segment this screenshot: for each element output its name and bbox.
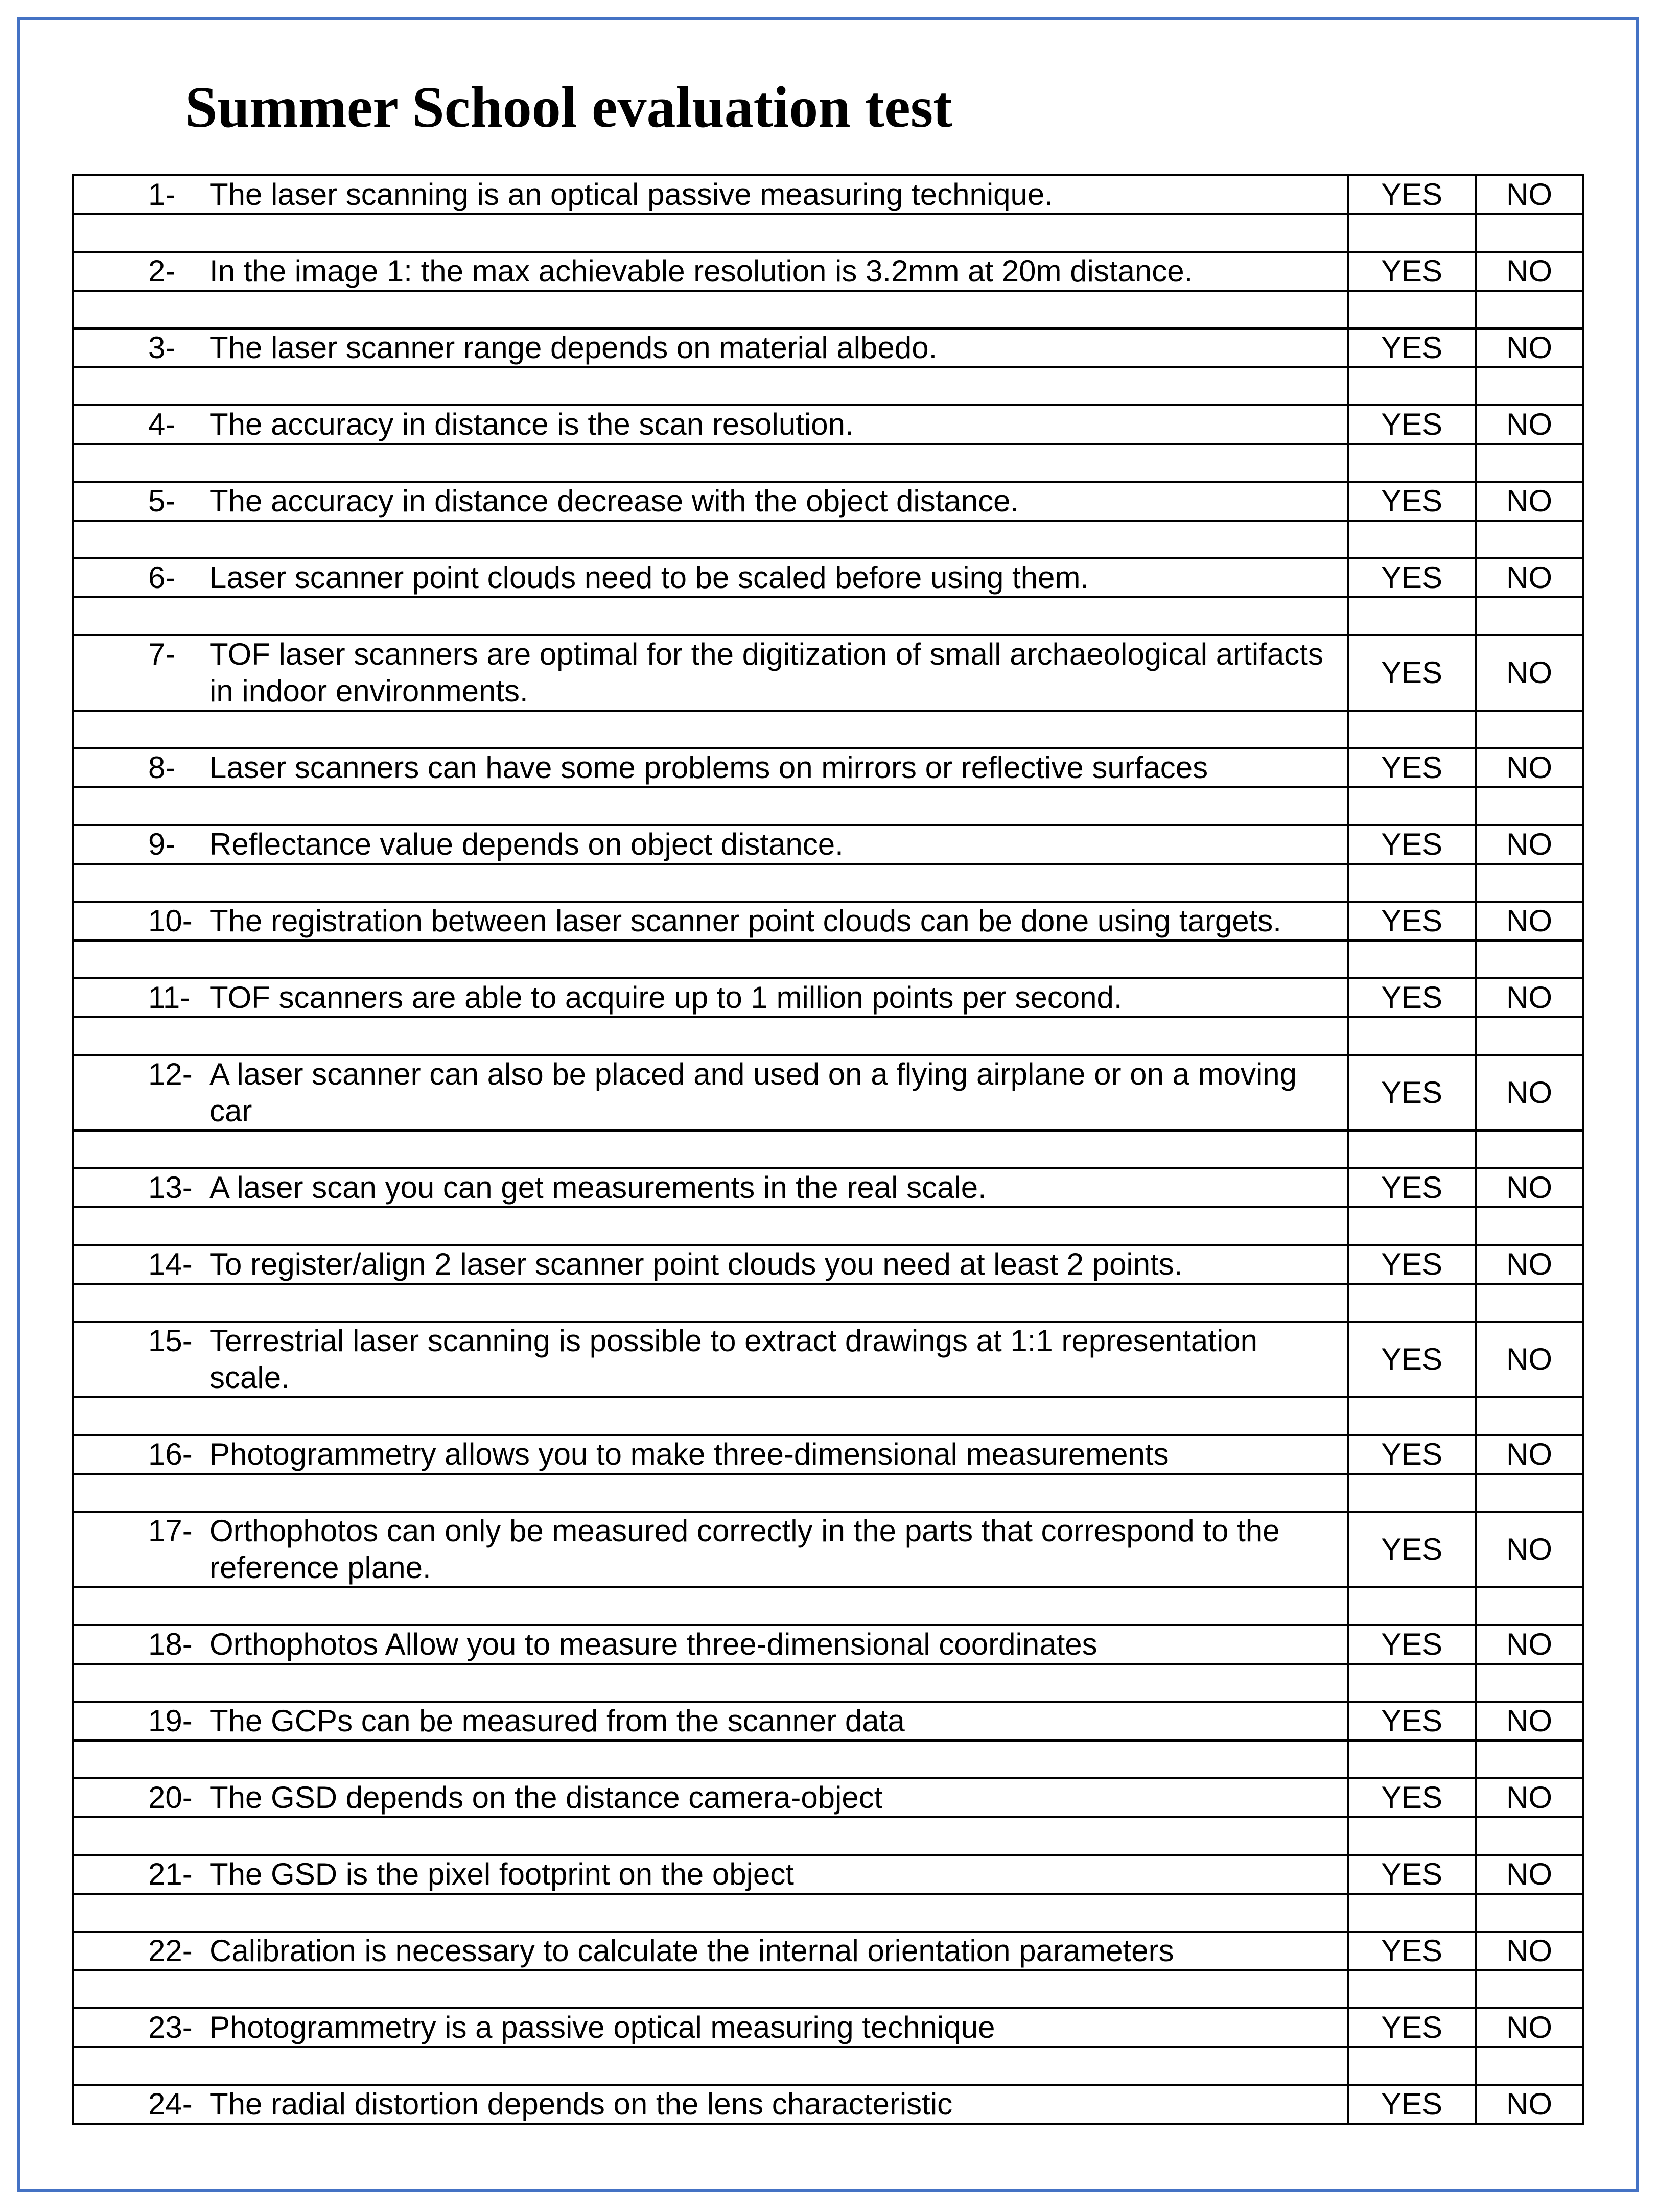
no-option[interactable]: NO (1476, 328, 1583, 367)
no-option[interactable]: NO (1476, 252, 1583, 291)
yes-option[interactable]: YES (1348, 748, 1476, 787)
spacer-cell (1476, 940, 1583, 978)
yes-option[interactable]: YES (1348, 252, 1476, 291)
yes-option[interactable]: YES (1348, 1168, 1476, 1207)
spacer-cell (73, 711, 1348, 748)
question-text: Laser scanner point clouds need to be scaled before using them. (209, 560, 1089, 595)
question-row (73, 1778, 1583, 1817)
question-row (73, 1055, 1583, 1131)
question-row (73, 2008, 1583, 2047)
question-row (73, 1435, 1583, 1474)
yes-option[interactable]: YES (1348, 1702, 1476, 1740)
question-row (73, 328, 1583, 367)
question-text: TOF scanners are able to acquire up to 1 million points per second. (209, 980, 1123, 1015)
question-row (73, 252, 1583, 291)
spacer-row (73, 1587, 1583, 1625)
yes-option[interactable]: YES (1348, 482, 1476, 521)
question-cell (73, 1435, 1348, 1474)
spacer-cell (73, 597, 1348, 635)
question-number: 23- (148, 2010, 193, 2044)
no-option[interactable]: NO (1476, 825, 1583, 864)
yes-option[interactable]: YES (1348, 1055, 1476, 1131)
question-text: Calibration is necessary to calculate the internal orientation parameters (209, 1934, 1174, 1968)
no-option[interactable]: NO (1476, 1322, 1583, 1397)
spacer-cell (1476, 597, 1583, 635)
spacer-cell (73, 1397, 1348, 1435)
question-number: 16- (148, 1437, 193, 1471)
question-text: The accuracy in distance decrease with the object distance. (209, 484, 1019, 518)
spacer-cell (73, 1740, 1348, 1778)
no-option[interactable]: NO (1476, 1245, 1583, 1284)
question-cell (73, 2008, 1348, 2047)
yes-option[interactable]: YES (1348, 405, 1476, 444)
question-number: 21- (148, 1857, 193, 1891)
spacer-row (73, 1284, 1583, 1322)
question-row (73, 635, 1583, 711)
question-cell (73, 328, 1348, 367)
spacer-cell (1476, 1587, 1583, 1625)
spacer-cell (73, 1894, 1348, 1932)
question-text: Terrestrial laser scanning is possible to extract drawings at 1:1 representation scale. (209, 1324, 1258, 1395)
evaluation-table (72, 174, 1584, 2125)
question-cell (73, 1055, 1348, 1131)
question-cell (73, 558, 1348, 597)
question-row (73, 558, 1583, 597)
question-number: 8- (148, 750, 176, 785)
question-row (73, 175, 1583, 214)
question-text: The laser scanning is an optical passive measuring technique. (209, 177, 1053, 211)
question-number: 15- (148, 1324, 193, 1358)
question-number: 17- (148, 1514, 193, 1548)
question-cell (73, 978, 1348, 1017)
spacer-cell (1348, 1894, 1476, 1932)
spacer-cell (1348, 597, 1476, 635)
yes-option[interactable]: YES (1348, 635, 1476, 711)
question-number: 6- (148, 560, 176, 595)
question-number: 11- (148, 980, 191, 1015)
question-number: 13- (148, 1170, 193, 1205)
question-cell (73, 748, 1348, 787)
yes-option[interactable]: YES (1348, 558, 1476, 597)
no-option[interactable]: NO (1476, 2008, 1583, 2047)
question-text: Reflectance value depends on object distance. (209, 827, 844, 861)
no-option[interactable]: NO (1476, 175, 1583, 214)
spacer-cell (1348, 1740, 1476, 1778)
spacer-cell (1348, 444, 1476, 482)
spacer-cell (1348, 1970, 1476, 2008)
no-option[interactable]: NO (1476, 902, 1583, 940)
question-row (73, 1855, 1583, 1894)
spacer-cell (1476, 1970, 1583, 2008)
question-number: 12- (148, 1057, 193, 1091)
spacer-cell (1348, 2047, 1476, 2085)
spacer-cell (1476, 1017, 1583, 1055)
spacer-row (73, 1017, 1583, 1055)
question-number: 5- (148, 484, 176, 518)
yes-option[interactable]: YES (1348, 1322, 1476, 1397)
spacer-row (73, 214, 1583, 252)
question-number: 1- (148, 177, 176, 211)
spacer-row (73, 2047, 1583, 2085)
question-number: 4- (148, 407, 176, 441)
spacer-row (73, 787, 1583, 825)
no-option[interactable]: NO (1476, 748, 1583, 787)
spacer-cell (1348, 521, 1476, 558)
question-number: 20- (148, 1780, 193, 1815)
yes-option[interactable]: YES (1348, 1778, 1476, 1817)
question-cell (73, 1625, 1348, 1664)
spacer-row (73, 1474, 1583, 1512)
spacer-cell (73, 1474, 1348, 1512)
spacer-cell (1476, 1474, 1583, 1512)
spacer-row (73, 1131, 1583, 1168)
question-number: 9- (148, 827, 176, 861)
question-text: In the image 1: the max achievable resolution is 3.2mm at 20m distance. (209, 254, 1193, 288)
spacer-row (73, 1664, 1583, 1702)
yes-option[interactable]: YES (1348, 1932, 1476, 1970)
spacer-cell (1348, 291, 1476, 328)
spacer-cell (1348, 1817, 1476, 1855)
question-text: A laser scanner can also be placed and used on a flying airplane or on a moving car (209, 1057, 1297, 1128)
no-option[interactable]: NO (1476, 978, 1583, 1017)
question-cell (73, 1702, 1348, 1740)
question-row (73, 825, 1583, 864)
spacer-cell (1348, 214, 1476, 252)
spacer-row (73, 1817, 1583, 1855)
question-cell (73, 175, 1348, 214)
no-option[interactable]: NO (1476, 1625, 1583, 1664)
question-cell (73, 1855, 1348, 1894)
no-option[interactable]: NO (1476, 635, 1583, 711)
spacer-cell (73, 367, 1348, 405)
spacer-cell (73, 1131, 1348, 1168)
no-option[interactable]: NO (1476, 2085, 1583, 2124)
spacer-row (73, 1740, 1583, 1778)
spacer-row (73, 1207, 1583, 1245)
yes-option[interactable]: YES (1348, 825, 1476, 864)
spacer-cell (1476, 1131, 1583, 1168)
question-number: 24- (148, 2087, 193, 2121)
spacer-row (73, 291, 1583, 328)
spacer-row (73, 1970, 1583, 2008)
spacer-cell (1348, 367, 1476, 405)
question-text: The radial distortion depends on the lens characteristic (209, 2087, 953, 2121)
spacer-cell (1476, 1397, 1583, 1435)
question-text: Photogrammetry allows you to make three-dimensional measurements (209, 1437, 1169, 1471)
no-option[interactable]: NO (1476, 558, 1583, 597)
question-row (73, 1168, 1583, 1207)
spacer-row (73, 444, 1583, 482)
question-cell (73, 902, 1348, 940)
spacer-cell (1348, 1397, 1476, 1435)
question-cell (73, 1512, 1348, 1587)
spacer-cell (1348, 787, 1476, 825)
spacer-cell (1476, 711, 1583, 748)
question-cell (73, 252, 1348, 291)
question-text: A laser scan you can get measurements in the real scale. (209, 1170, 987, 1205)
spacer-cell (73, 864, 1348, 902)
question-number: 18- (148, 1627, 193, 1661)
no-option[interactable]: NO (1476, 1512, 1583, 1587)
spacer-row (73, 1894, 1583, 1932)
question-number: 10- (148, 904, 193, 938)
question-cell (73, 1245, 1348, 1284)
yes-option[interactable]: YES (1348, 328, 1476, 367)
question-text: Laser scanners can have some problems on mirrors or reflective surfaces (209, 750, 1208, 785)
spacer-cell (1476, 291, 1583, 328)
spacer-cell (1348, 864, 1476, 902)
question-row (73, 978, 1583, 1017)
yes-option[interactable]: YES (1348, 1435, 1476, 1474)
spacer-cell (1348, 1474, 1476, 1512)
no-option[interactable]: NO (1476, 1778, 1583, 1817)
spacer-cell (1476, 521, 1583, 558)
spacer-cell (73, 291, 1348, 328)
spacer-cell (1348, 1207, 1476, 1245)
no-option[interactable]: NO (1476, 1055, 1583, 1131)
yes-option[interactable]: YES (1348, 978, 1476, 1017)
question-text: The laser scanner range depends on material albedo. (209, 331, 938, 365)
yes-option[interactable]: YES (1348, 1625, 1476, 1664)
spacer-cell (1476, 864, 1583, 902)
spacer-cell (73, 1587, 1348, 1625)
spacer-cell (1476, 1664, 1583, 1702)
spacer-cell (1348, 1131, 1476, 1168)
spacer-cell (1348, 1587, 1476, 1625)
question-text: Orthophotos Allow you to measure three-dimensional coordinates (209, 1627, 1097, 1661)
question-row (73, 1512, 1583, 1587)
yes-option[interactable]: YES (1348, 1512, 1476, 1587)
spacer-cell (73, 940, 1348, 978)
spacer-cell (73, 787, 1348, 825)
question-cell (73, 635, 1348, 711)
spacer-row (73, 940, 1583, 978)
question-cell (73, 825, 1348, 864)
question-row (73, 482, 1583, 521)
question-number: 7- (148, 637, 176, 671)
question-row (73, 1245, 1583, 1284)
question-cell (73, 482, 1348, 521)
no-option[interactable]: NO (1476, 1702, 1583, 1740)
yes-option[interactable]: YES (1348, 2085, 1476, 2124)
spacer-cell (73, 444, 1348, 482)
question-row (73, 1932, 1583, 1970)
spacer-cell (1476, 444, 1583, 482)
spacer-cell (73, 1284, 1348, 1322)
question-text: To register/align 2 laser scanner point clouds you need at least 2 points. (209, 1247, 1183, 1281)
spacer-cell (1476, 1284, 1583, 1322)
spacer-cell (1348, 1017, 1476, 1055)
yes-option[interactable]: YES (1348, 175, 1476, 214)
spacer-cell (73, 2047, 1348, 2085)
question-text: Orthophotos can only be measured correctly in the parts that correspond to the reference plane. (209, 1514, 1280, 1585)
question-cell (73, 1168, 1348, 1207)
spacer-cell (73, 1817, 1348, 1855)
spacer-cell (1348, 1664, 1476, 1702)
spacer-row (73, 864, 1583, 902)
no-option[interactable]: NO (1476, 1435, 1583, 1474)
question-cell (73, 1778, 1348, 1817)
spacer-row (73, 521, 1583, 558)
yes-option[interactable]: YES (1348, 902, 1476, 940)
question-cell (73, 1322, 1348, 1397)
question-row (73, 2085, 1583, 2124)
spacer-cell (1348, 940, 1476, 978)
question-number: 19- (148, 1704, 193, 1738)
question-row (73, 748, 1583, 787)
question-text: The accuracy in distance is the scan resolution. (209, 407, 854, 441)
question-number: 22- (148, 1934, 193, 1968)
spacer-cell (73, 1017, 1348, 1055)
question-text: Photogrammetry is a passive optical measuring technique (209, 2010, 995, 2044)
spacer-cell (73, 1207, 1348, 1245)
question-number: 14- (148, 1247, 193, 1281)
spacer-cell (1476, 787, 1583, 825)
question-row (73, 1702, 1583, 1740)
question-cell (73, 2085, 1348, 2124)
spacer-cell (73, 1970, 1348, 2008)
spacer-cell (1476, 1740, 1583, 1778)
yes-option[interactable]: YES (1348, 1855, 1476, 1894)
spacer-cell (1476, 214, 1583, 252)
question-cell (73, 1932, 1348, 1970)
question-text: TOF laser scanners are optimal for the digitization of small archaeological artifacts in indoor environments. (209, 637, 1323, 708)
question-row (73, 902, 1583, 940)
spacer-cell (1348, 711, 1476, 748)
question-cell (73, 405, 1348, 444)
spacer-cell (1476, 1207, 1583, 1245)
page-title: Summer School evaluation test (185, 75, 953, 139)
spacer-cell (1476, 2047, 1583, 2085)
question-row (73, 405, 1583, 444)
spacer-cell (1476, 367, 1583, 405)
no-option[interactable]: NO (1476, 1932, 1583, 1970)
question-text: The GCPs can be measured from the scanner data (209, 1704, 905, 1738)
spacer-cell (1476, 1817, 1583, 1855)
yes-option[interactable]: YES (1348, 1245, 1476, 1284)
question-text: The GSD is the pixel footprint on the object (209, 1857, 794, 1891)
spacer-cell (1348, 1284, 1476, 1322)
spacer-row (73, 1397, 1583, 1435)
question-row (73, 1625, 1583, 1664)
yes-option[interactable]: YES (1348, 2008, 1476, 2047)
spacer-row (73, 597, 1583, 635)
spacer-cell (73, 214, 1348, 252)
spacer-row (73, 367, 1583, 405)
no-option[interactable]: NO (1476, 405, 1583, 444)
no-option[interactable]: NO (1476, 482, 1583, 521)
spacer-cell (73, 1664, 1348, 1702)
question-text: The GSD depends on the distance camera-object (209, 1780, 883, 1815)
question-row (73, 1322, 1583, 1397)
question-text: The registration between laser scanner point clouds can be done using targets. (209, 904, 1281, 938)
spacer-cell (73, 521, 1348, 558)
question-number: 3- (148, 331, 176, 365)
question-number: 2- (148, 254, 176, 288)
spacer-row (73, 711, 1583, 748)
no-option[interactable]: NO (1476, 1168, 1583, 1207)
no-option[interactable]: NO (1476, 1855, 1583, 1894)
spacer-cell (1476, 1894, 1583, 1932)
